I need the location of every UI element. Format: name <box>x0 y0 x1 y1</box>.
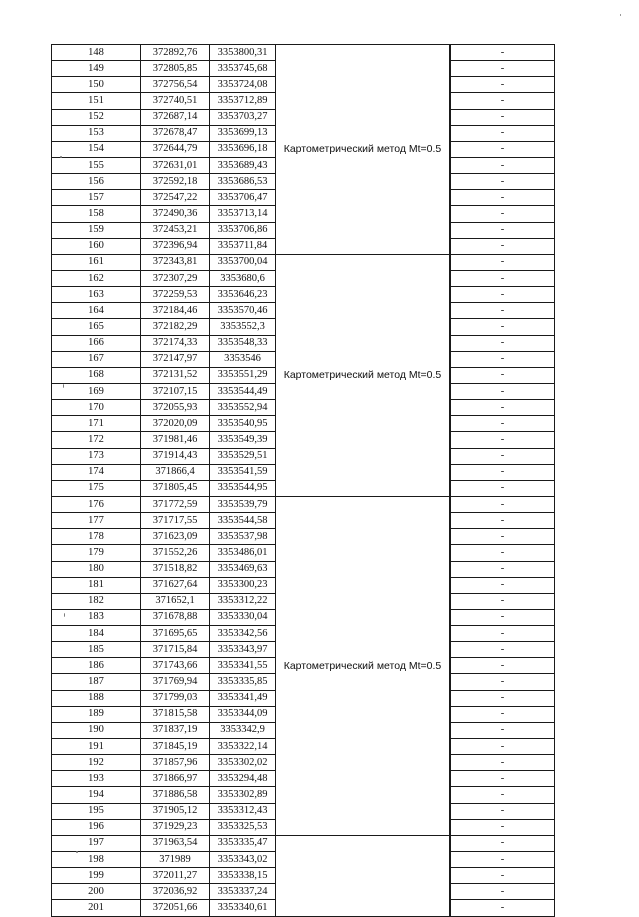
point-number-cell: 166 <box>52 335 141 351</box>
point-number-cell: 187 <box>52 674 141 690</box>
point-number-cell: 149 <box>52 61 141 77</box>
dash-cell: - <box>451 739 555 755</box>
dash-cell: - <box>451 383 555 399</box>
dash-cell: - <box>451 480 555 496</box>
point-number-cell: 186 <box>52 658 141 674</box>
y-coordinate-cell: 3353302,89 <box>210 787 276 803</box>
y-coordinate-cell: 3353302,02 <box>210 755 276 771</box>
x-coordinate-cell: 371627,64 <box>141 577 210 593</box>
point-number-cell: 185 <box>52 642 141 658</box>
x-coordinate-cell: 371914,43 <box>141 448 210 464</box>
x-coordinate-cell: 371981,46 <box>141 432 210 448</box>
y-coordinate-cell: 3353341,55 <box>210 658 276 674</box>
point-number-cell: 148 <box>52 45 141 61</box>
point-number-cell: 192 <box>52 755 141 771</box>
dash-cell: - <box>451 496 555 512</box>
y-coordinate-cell: 3353338,15 <box>210 868 276 884</box>
point-number-cell: 177 <box>52 513 141 529</box>
point-number-cell: 194 <box>52 787 141 803</box>
y-coordinate-cell: 3353544,49 <box>210 383 276 399</box>
dash-cell: - <box>451 448 555 464</box>
dash-cell: - <box>451 561 555 577</box>
scan-speck <box>76 851 78 853</box>
x-coordinate-cell: 371769,94 <box>141 674 210 690</box>
dash-cell: - <box>451 771 555 787</box>
point-number-cell: 173 <box>52 448 141 464</box>
dash-cell: - <box>451 416 555 432</box>
point-number-cell: 152 <box>52 109 141 125</box>
dash-cell: - <box>451 835 555 851</box>
x-coordinate-cell: 371743,66 <box>141 658 210 674</box>
dash-cell: - <box>451 319 555 335</box>
y-coordinate-cell: 3353703,27 <box>210 109 276 125</box>
x-coordinate-cell: 372631,01 <box>141 157 210 173</box>
x-coordinate-cell: 371772,59 <box>141 496 210 512</box>
x-coordinate-cell: 371866,4 <box>141 464 210 480</box>
x-coordinate-cell: 372182,29 <box>141 319 210 335</box>
point-number-cell: 167 <box>52 351 141 367</box>
point-number-cell: 159 <box>52 222 141 238</box>
point-number-cell: 178 <box>52 529 141 545</box>
x-coordinate-cell: 372892,76 <box>141 45 210 61</box>
table-row <box>52 254 555 270</box>
dash-cell: - <box>451 45 555 61</box>
y-coordinate-cell: 3353486,01 <box>210 545 276 561</box>
dash-cell: - <box>451 755 555 771</box>
point-number-cell: 198 <box>52 852 141 868</box>
method-cell: Картометрический метод Mt=0.5 <box>276 254 450 496</box>
y-coordinate-cell: 3353680,6 <box>210 270 276 286</box>
dash-cell: - <box>451 884 555 900</box>
y-coordinate-cell: 3353552,94 <box>210 400 276 416</box>
y-coordinate-cell: 3353696,18 <box>210 141 276 157</box>
y-coordinate-cell: 3353335,47 <box>210 835 276 851</box>
x-coordinate-cell: 371518,82 <box>141 561 210 577</box>
x-coordinate-cell: 372592,18 <box>141 174 210 190</box>
x-coordinate-cell: 371845,19 <box>141 739 210 755</box>
x-coordinate-cell: 371695,65 <box>141 626 210 642</box>
point-number-cell: 158 <box>52 206 141 222</box>
scan-speck <box>64 613 65 617</box>
point-number-cell: 153 <box>52 125 141 141</box>
y-coordinate-cell: 3353551,29 <box>210 367 276 383</box>
x-coordinate-cell: 372131,52 <box>141 367 210 383</box>
y-coordinate-cell: 3353312,43 <box>210 803 276 819</box>
x-coordinate-cell: 372805,85 <box>141 61 210 77</box>
y-coordinate-cell: 3353552,3 <box>210 319 276 335</box>
dash-cell: - <box>451 593 555 609</box>
x-coordinate-cell: 371652,1 <box>141 593 210 609</box>
x-coordinate-cell: 371552,26 <box>141 545 210 561</box>
x-coordinate-cell: 372756,54 <box>141 77 210 93</box>
x-coordinate-cell: 372687,14 <box>141 109 210 125</box>
x-coordinate-cell: 372259,53 <box>141 287 210 303</box>
y-coordinate-cell: 3353800,31 <box>210 45 276 61</box>
point-number-cell: 193 <box>52 771 141 787</box>
y-coordinate-cell: 3353330,04 <box>210 609 276 625</box>
x-coordinate-cell: 371623,09 <box>141 529 210 545</box>
y-coordinate-cell: 3353322,14 <box>210 739 276 755</box>
y-coordinate-cell: 3353646,23 <box>210 287 276 303</box>
point-number-cell: 179 <box>52 545 141 561</box>
point-number-cell: 201 <box>52 900 141 916</box>
table-row <box>52 835 555 851</box>
y-coordinate-cell: 3353537,98 <box>210 529 276 545</box>
dash-cell: - <box>451 706 555 722</box>
x-coordinate-cell: 371963,54 <box>141 835 210 851</box>
dash-cell: - <box>451 900 555 916</box>
dash-cell: - <box>451 174 555 190</box>
y-coordinate-cell: 3353344,09 <box>210 706 276 722</box>
x-coordinate-cell: 372740,51 <box>141 93 210 109</box>
point-number-cell: 191 <box>52 739 141 755</box>
point-number-cell: 164 <box>52 303 141 319</box>
dash-cell: - <box>451 254 555 270</box>
y-coordinate-cell: 3353342,56 <box>210 626 276 642</box>
dash-cell: - <box>451 722 555 738</box>
dash-cell: - <box>451 432 555 448</box>
y-coordinate-cell: 3353343,97 <box>210 642 276 658</box>
y-coordinate-cell: 3353713,14 <box>210 206 276 222</box>
scan-speck <box>63 384 64 388</box>
y-coordinate-cell: 3353541,59 <box>210 464 276 480</box>
y-coordinate-cell: 3353548,33 <box>210 335 276 351</box>
x-coordinate-cell: 371929,23 <box>141 819 210 835</box>
scan-speck <box>620 14 621 16</box>
method-cell <box>276 835 450 916</box>
dash-cell: - <box>451 270 555 286</box>
x-coordinate-cell: 371805,45 <box>141 480 210 496</box>
dash-cell: - <box>451 303 555 319</box>
point-number-cell: 180 <box>52 561 141 577</box>
x-coordinate-cell: 372036,92 <box>141 884 210 900</box>
point-number-cell: 184 <box>52 626 141 642</box>
point-number-cell: 162 <box>52 270 141 286</box>
table-row <box>52 496 555 512</box>
x-coordinate-cell: 372490,36 <box>141 206 210 222</box>
point-number-cell: 196 <box>52 819 141 835</box>
dash-cell: - <box>451 464 555 480</box>
x-coordinate-cell: 371857,96 <box>141 755 210 771</box>
point-number-cell: 195 <box>52 803 141 819</box>
y-coordinate-cell: 3353712,89 <box>210 93 276 109</box>
point-number-cell: 188 <box>52 690 141 706</box>
point-number-cell: 165 <box>52 319 141 335</box>
coordinates-table <box>51 44 555 917</box>
dash-cell: - <box>451 125 555 141</box>
x-coordinate-cell: 371905,12 <box>141 803 210 819</box>
scan-speck <box>60 156 62 158</box>
dash-cell: - <box>451 93 555 109</box>
point-number-cell: 154 <box>52 141 141 157</box>
x-coordinate-cell: 371715,84 <box>141 642 210 658</box>
dash-cell: - <box>451 400 555 416</box>
y-coordinate-cell: 3353706,86 <box>210 222 276 238</box>
dash-cell: - <box>451 157 555 173</box>
point-number-cell: 200 <box>52 884 141 900</box>
point-number-cell: 155 <box>52 157 141 173</box>
y-coordinate-cell: 3353340,61 <box>210 900 276 916</box>
x-coordinate-cell: 371678,88 <box>141 609 210 625</box>
y-coordinate-cell: 3353544,58 <box>210 513 276 529</box>
y-coordinate-cell: 3353549,39 <box>210 432 276 448</box>
dash-cell: - <box>451 222 555 238</box>
y-coordinate-cell: 3353325,53 <box>210 819 276 835</box>
point-number-cell: 181 <box>52 577 141 593</box>
point-number-cell: 197 <box>52 835 141 851</box>
point-number-cell: 163 <box>52 287 141 303</box>
dash-cell: - <box>451 109 555 125</box>
x-coordinate-cell: 371989 <box>141 852 210 868</box>
point-number-cell: 182 <box>52 593 141 609</box>
point-number-cell: 168 <box>52 367 141 383</box>
point-number-cell: 160 <box>52 238 141 254</box>
dash-cell: - <box>451 545 555 561</box>
point-number-cell: 169 <box>52 383 141 399</box>
dash-cell: - <box>451 335 555 351</box>
y-coordinate-cell: 3353539,79 <box>210 496 276 512</box>
x-coordinate-cell: 372011,27 <box>141 868 210 884</box>
dash-cell: - <box>451 852 555 868</box>
y-coordinate-cell: 3353312,22 <box>210 593 276 609</box>
y-coordinate-cell: 3353724,08 <box>210 77 276 93</box>
x-coordinate-cell: 372644,79 <box>141 141 210 157</box>
point-number-cell: 183 <box>52 609 141 625</box>
x-coordinate-cell: 372055,93 <box>141 400 210 416</box>
x-coordinate-cell: 372547,22 <box>141 190 210 206</box>
point-number-cell: 157 <box>52 190 141 206</box>
y-coordinate-cell: 3353546 <box>210 351 276 367</box>
y-coordinate-cell: 3353342,9 <box>210 722 276 738</box>
x-coordinate-cell: 371717,55 <box>141 513 210 529</box>
dash-cell: - <box>451 803 555 819</box>
y-coordinate-cell: 3353540,95 <box>210 416 276 432</box>
y-coordinate-cell: 3353689,43 <box>210 157 276 173</box>
x-coordinate-cell: 372174,33 <box>141 335 210 351</box>
table-row <box>52 45 555 61</box>
dash-cell: - <box>451 61 555 77</box>
x-coordinate-cell: 372307,29 <box>141 270 210 286</box>
dash-cell: - <box>451 513 555 529</box>
dash-cell: - <box>451 642 555 658</box>
y-coordinate-cell: 3353700,04 <box>210 254 276 270</box>
x-coordinate-cell: 372107,15 <box>141 383 210 399</box>
point-number-cell: 161 <box>52 254 141 270</box>
x-coordinate-cell: 371866,97 <box>141 771 210 787</box>
y-coordinate-cell: 3353294,48 <box>210 771 276 787</box>
dash-cell: - <box>451 674 555 690</box>
y-coordinate-cell: 3353745,68 <box>210 61 276 77</box>
x-coordinate-cell: 372147,97 <box>141 351 210 367</box>
x-coordinate-cell: 372051,66 <box>141 900 210 916</box>
dash-cell: - <box>451 690 555 706</box>
x-coordinate-cell: 372020,09 <box>141 416 210 432</box>
dash-cell: - <box>451 868 555 884</box>
dash-cell: - <box>451 529 555 545</box>
y-coordinate-cell: 3353343,02 <box>210 852 276 868</box>
point-number-cell: 174 <box>52 464 141 480</box>
x-coordinate-cell: 372343,81 <box>141 254 210 270</box>
y-coordinate-cell: 3353570,46 <box>210 303 276 319</box>
dash-cell: - <box>451 190 555 206</box>
point-number-cell: 156 <box>52 174 141 190</box>
point-number-cell: 151 <box>52 93 141 109</box>
x-coordinate-cell: 372184,46 <box>141 303 210 319</box>
y-coordinate-cell: 3353529,51 <box>210 448 276 464</box>
x-coordinate-cell: 372396,94 <box>141 238 210 254</box>
y-coordinate-cell: 3353469,63 <box>210 561 276 577</box>
dash-cell: - <box>451 787 555 803</box>
dash-cell: - <box>451 626 555 642</box>
dash-cell: - <box>451 206 555 222</box>
y-coordinate-cell: 3353341,49 <box>210 690 276 706</box>
y-coordinate-cell: 3353300,23 <box>210 577 276 593</box>
point-number-cell: 199 <box>52 868 141 884</box>
dash-cell: - <box>451 141 555 157</box>
y-coordinate-cell: 3353711,84 <box>210 238 276 254</box>
x-coordinate-cell: 372453,21 <box>141 222 210 238</box>
x-coordinate-cell: 371837,19 <box>141 722 210 738</box>
point-number-cell: 150 <box>52 77 141 93</box>
x-coordinate-cell: 372678,47 <box>141 125 210 141</box>
x-coordinate-cell: 371799,03 <box>141 690 210 706</box>
y-coordinate-cell: 3353699,13 <box>210 125 276 141</box>
dash-cell: - <box>451 238 555 254</box>
x-coordinate-cell: 371886,58 <box>141 787 210 803</box>
dash-cell: - <box>451 351 555 367</box>
y-coordinate-cell: 3353706,47 <box>210 190 276 206</box>
dash-cell: - <box>451 609 555 625</box>
point-number-cell: 170 <box>52 400 141 416</box>
point-number-cell: 172 <box>52 432 141 448</box>
dash-cell: - <box>451 658 555 674</box>
method-cell: Картометрический метод Mt=0.5 <box>276 496 450 835</box>
dash-cell: - <box>451 819 555 835</box>
y-coordinate-cell: 3353337,24 <box>210 884 276 900</box>
point-number-cell: 175 <box>52 480 141 496</box>
x-coordinate-cell: 371815,58 <box>141 706 210 722</box>
dash-cell: - <box>451 367 555 383</box>
method-cell: Картометрический метод Mt=0.5 <box>276 45 450 255</box>
point-number-cell: 176 <box>52 496 141 512</box>
y-coordinate-cell: 3353544,95 <box>210 480 276 496</box>
y-coordinate-cell: 3353686,53 <box>210 174 276 190</box>
point-number-cell: 171 <box>52 416 141 432</box>
y-coordinate-cell: 3353335,85 <box>210 674 276 690</box>
coordinates-table-body <box>52 45 555 917</box>
dash-cell: - <box>451 287 555 303</box>
dash-cell: - <box>451 577 555 593</box>
point-number-cell: 189 <box>52 706 141 722</box>
dash-cell: - <box>451 77 555 93</box>
point-number-cell: 190 <box>52 722 141 738</box>
